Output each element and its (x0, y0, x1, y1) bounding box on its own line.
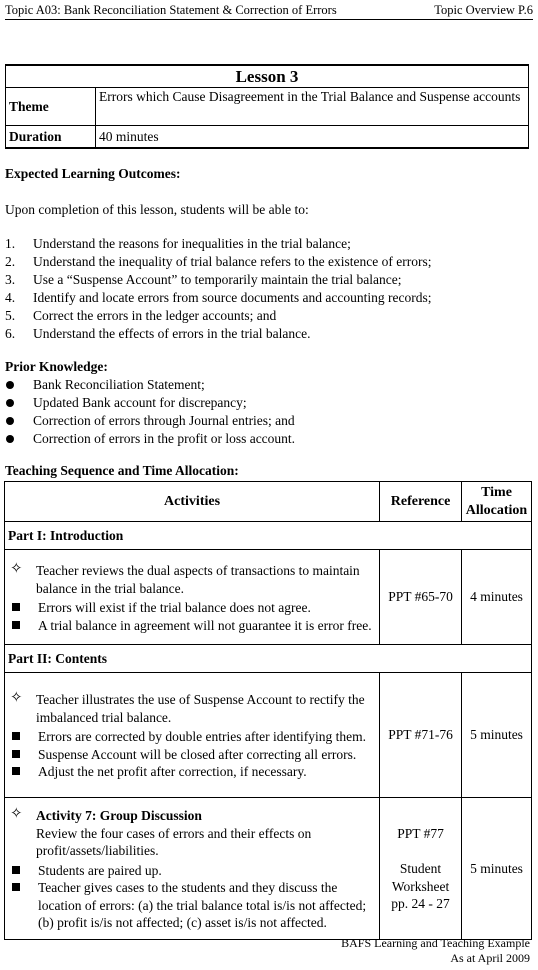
part2-activities: ✧ Teacher illustrates the use of Suspense Account to rectify the imbalanced trial balance. Errors are corrected by double entries after identifying them. Suspense Account will be closed after correcting all errors. Adjust the net profit after correction, if necessary. (5, 673, 380, 798)
bullet-icon (6, 417, 14, 425)
part1-time: 4 minutes (462, 550, 532, 645)
list-item: 4. Identify and locate errors from source documents and accounting records; (5, 290, 432, 305)
footer-line2: As at April 2009 (450, 951, 530, 965)
square-bullet-icon (12, 750, 20, 758)
outcomes-heading: Expected Learning Outcomes: (5, 166, 181, 181)
list-item: Updated Bank account for discrepancy; (5, 394, 529, 412)
part2-time: 5 minutes (462, 673, 532, 798)
list-item: 5. Correct the errors in the ledger accounts; and (5, 308, 277, 323)
bullet-icon (6, 399, 14, 407)
part1-reference: PPT #65-70 (380, 550, 462, 645)
square-bullet-icon (12, 767, 20, 775)
diamond-icon: ✧ (10, 690, 23, 707)
part2-reference: PPT #71-76 (380, 673, 462, 798)
sequence-table (4, 481, 532, 940)
bullet-icon (6, 435, 14, 443)
duration-value: 40 minutes (96, 126, 529, 148)
duration-label: Duration (6, 126, 96, 148)
square-bullet-icon (12, 603, 20, 611)
lesson-table (5, 64, 529, 149)
list-item: 3. Use a “Suspense Account” to temporarily maintain the trial balance; (5, 272, 402, 287)
outcomes-list (5, 235, 529, 343)
col-time: Time Allocation (462, 482, 532, 522)
square-bullet-icon (12, 621, 20, 629)
activity7-activities: ✧ Activity 7: Group Discussion Review the four cases of errors and their effects on profit/assets/liabilities. Students are paired up. Teacher gives cases to the students and they discuss the location of errors: (a) the trial balance total is/is not affected; (b) profit is/is not affected; (c) asset is/is not affected. (5, 798, 380, 940)
page-header (5, 2, 533, 20)
part2-title: Part II: Contents (5, 645, 532, 673)
outcomes-intro: Upon completion of this lesson, students will be able to: (5, 202, 309, 217)
list-item: 2. Understand the inequality of trial balance refers to the existence of errors; (5, 254, 432, 269)
list-item: 6. Understand the effects of errors in the trial balance. (5, 326, 311, 341)
lesson-title: Lesson 3 (6, 65, 529, 88)
theme-value: Errors which Cause Disagreement in the Trial Balance and Suspense accounts (96, 88, 529, 126)
bullet-icon (6, 381, 14, 389)
footer-line1: BAFS Learning and Teaching Example (341, 936, 530, 950)
list-item: Correction of errors through Journal entries; and (5, 412, 529, 430)
diamond-icon: ✧ (10, 561, 23, 577)
diamond-icon: ✧ (10, 806, 23, 823)
part1-activities: ✧ Teacher reviews the dual aspects of transactions to maintain balance in the trial balance. Errors will exist if the trial balance does not agree. A trial balance in agreement will not guarantee it is error free. (5, 550, 380, 645)
list-item: Correction of errors in the profit or loss account. (5, 430, 529, 448)
part1-title: Part I: Introduction (5, 522, 532, 550)
prior-list (5, 376, 529, 448)
col-reference: Reference (380, 482, 462, 522)
col-activities: Activities (5, 482, 380, 522)
activity7-time: 5 minutes (462, 798, 532, 940)
header-page: Topic Overview P.6 (434, 3, 533, 17)
square-bullet-icon (12, 866, 20, 874)
list-item: 1. Understand the reasons for inequalities in the trial balance; (5, 236, 351, 251)
header-topic: Topic A03: Bank Reconciliation Statement & Correction of Errors (5, 3, 337, 17)
prior-heading: Prior Knowledge: (5, 359, 108, 374)
theme-label: Theme (6, 88, 96, 126)
square-bullet-icon (12, 883, 20, 891)
square-bullet-icon (12, 732, 20, 740)
list-item: Bank Reconciliation Statement; (5, 376, 529, 394)
sequence-heading: Teaching Sequence and Time Allocation: (5, 463, 239, 478)
page-footer (341, 936, 530, 966)
activity7-reference: PPT #77 Student Worksheet pp. 24 - 27 (380, 798, 462, 940)
